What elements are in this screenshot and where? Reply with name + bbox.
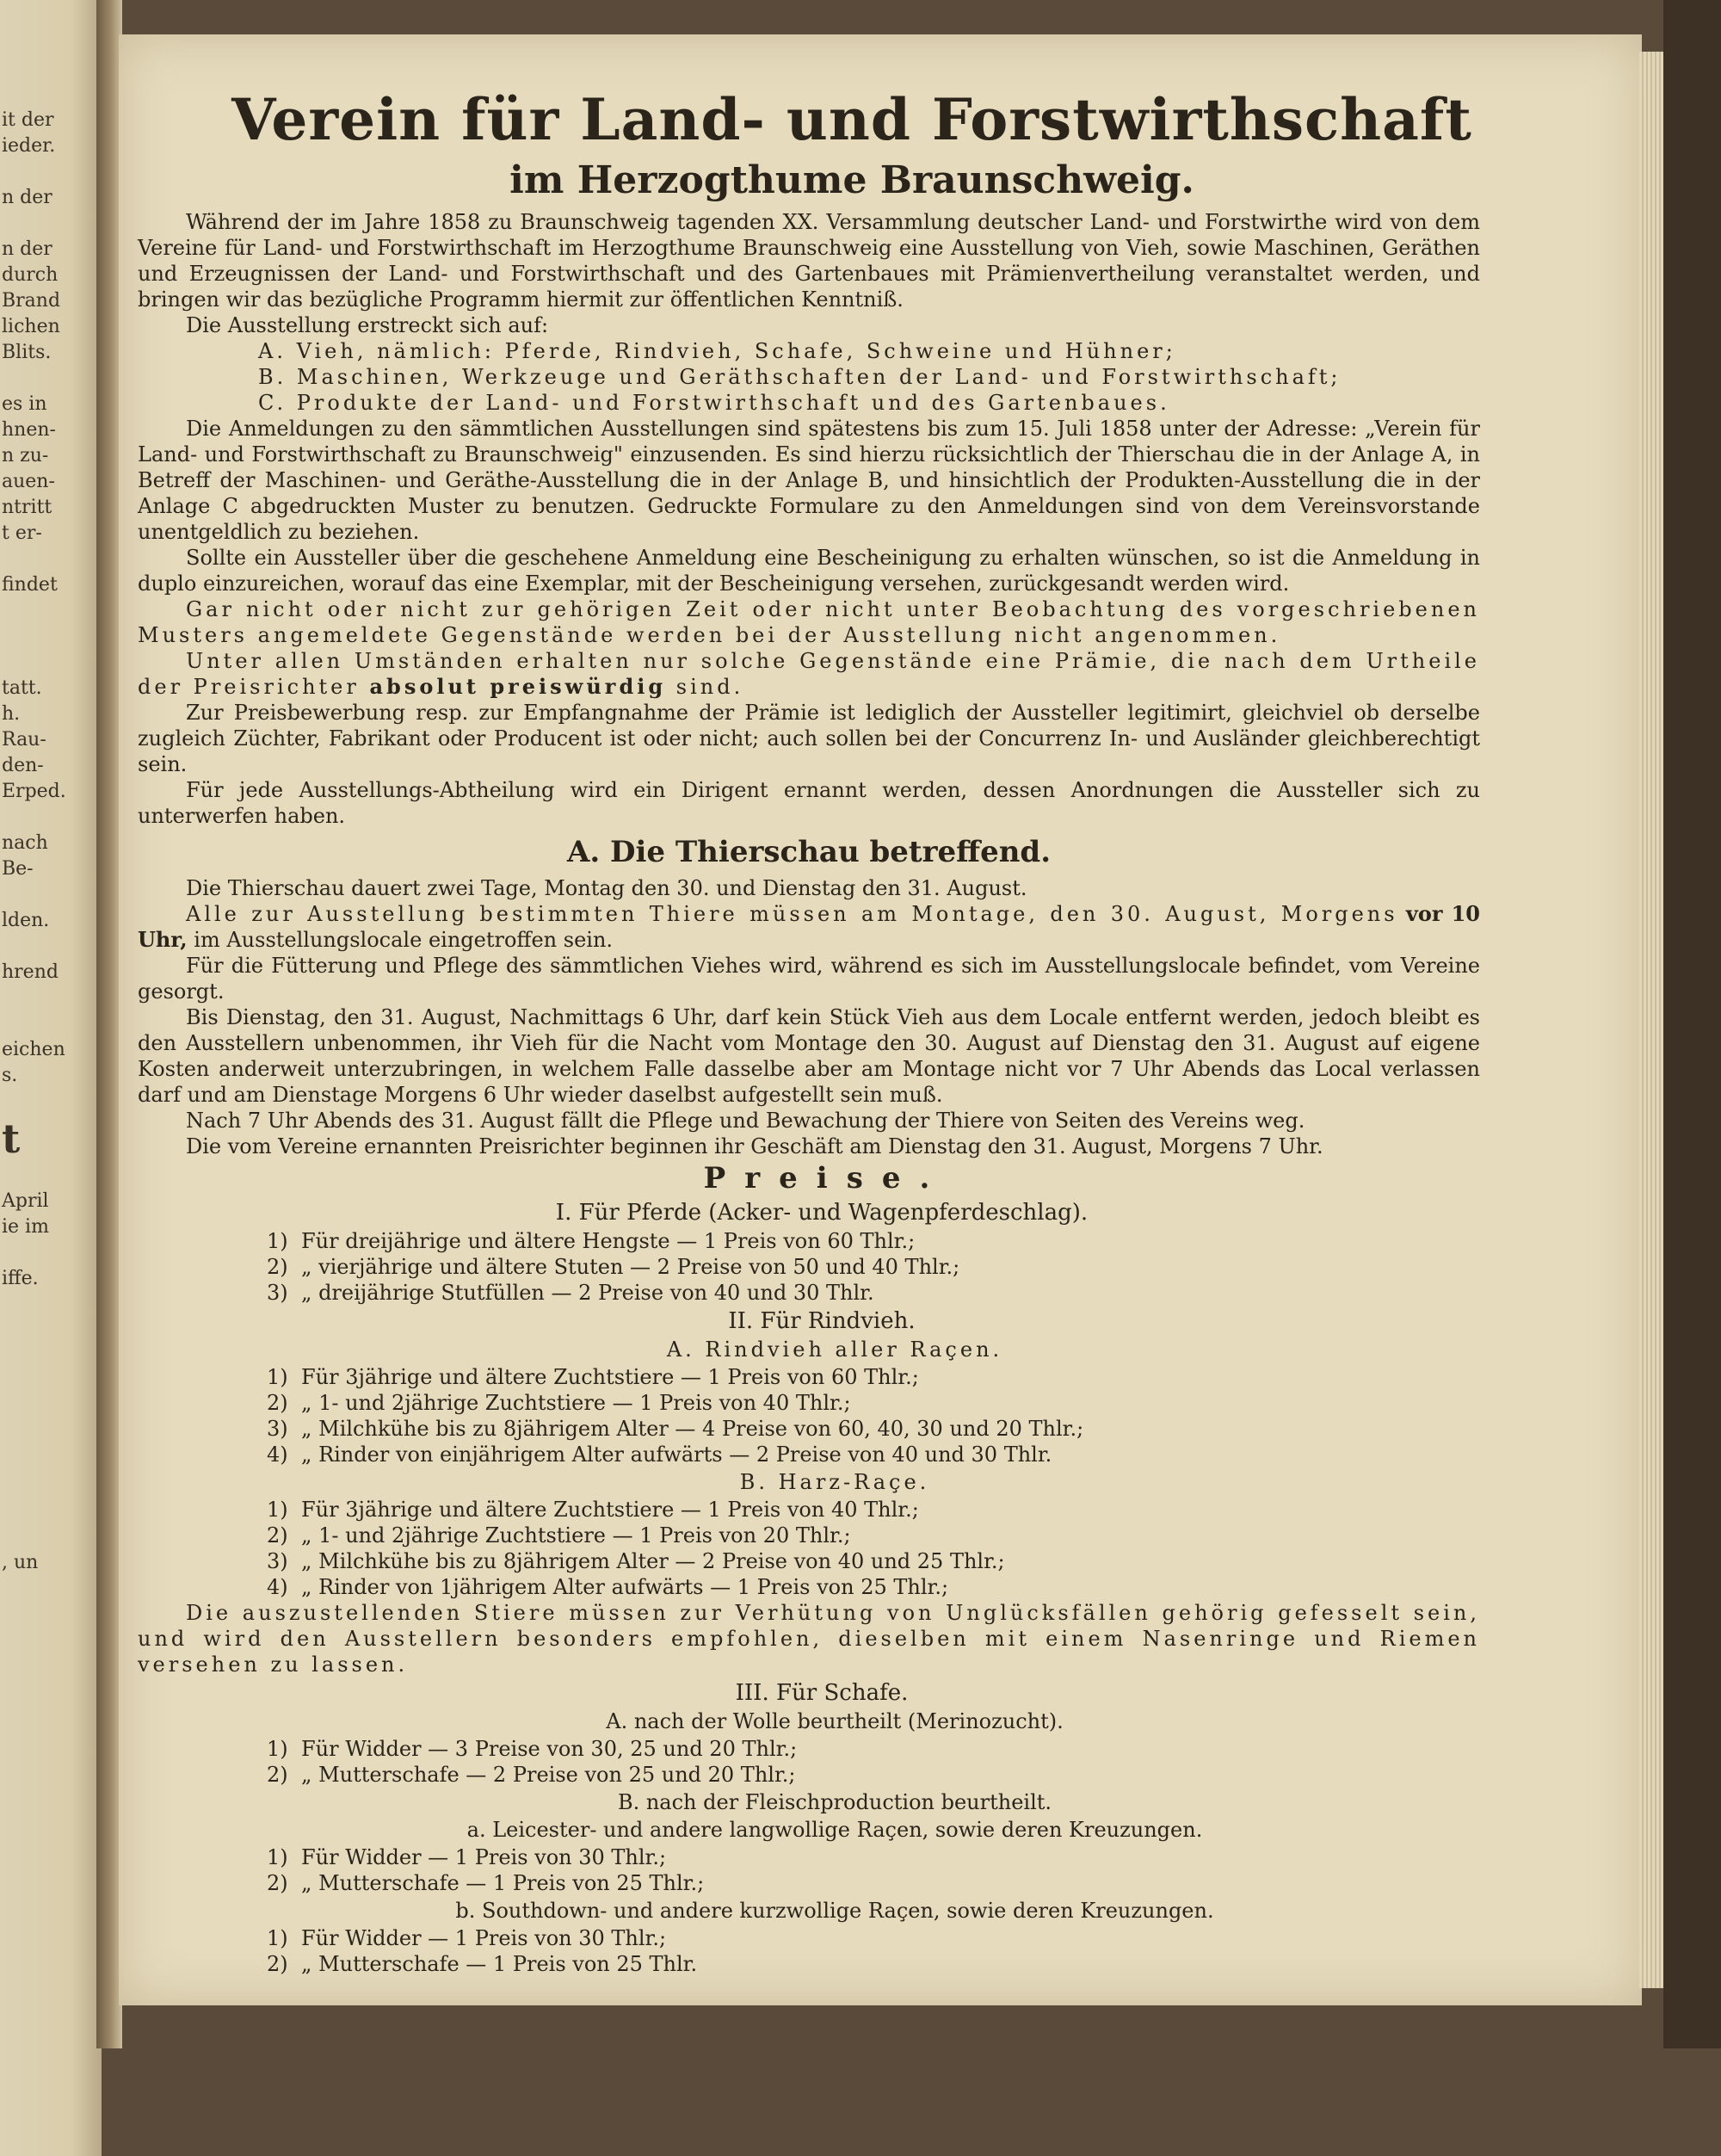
left-page-fragment-line [0, 1447, 102, 1473]
left-page-fragment-line: tatt. [2, 677, 42, 699]
left-page-fragment-line: lden. [2, 910, 50, 931]
scope-list [138, 338, 1480, 416]
prize-number: 1) [267, 1926, 288, 1950]
left-page-fragment-line: durch [2, 264, 59, 286]
prize-text: Für Widder — 1 Preis von 30 Thlr.; [301, 1845, 667, 1869]
prize-item [138, 1364, 1480, 1390]
left-page-fragment-line [0, 1524, 102, 1550]
left-page-fragment-line: auen- [2, 471, 55, 492]
prize-item [138, 1925, 1480, 1951]
left-page-fragment-line [0, 547, 102, 572]
arrival-emphasis: vor 10 Uhr, [138, 901, 1480, 952]
judges-emphasis: absolut preiswürdig [369, 674, 667, 699]
cattle-b-list [138, 1497, 1480, 1600]
left-page-fragment-line [0, 1163, 102, 1189]
left-page-fragment-line [0, 1292, 102, 1318]
evening-paragraph: Nach 7 Uhr Abends des 31. August fällt die Pflege und Bewachung der Thiere von Seiten des Vereins weg. [186, 1109, 1305, 1133]
section-a-heading: A. Die Thierschau betreffend. [566, 835, 1052, 869]
sheep-bb-list [138, 1925, 1480, 1977]
prize-item [138, 1390, 1480, 1416]
prize-number: 2) [267, 1871, 288, 1895]
prize-number: 2) [267, 1391, 288, 1415]
prize-text: „ Mutterschafe — 1 Preis von 25 Thlr.; [301, 1871, 705, 1895]
prize-item [138, 1228, 1480, 1254]
left-page-fragment-line [0, 366, 102, 392]
prize-item [138, 1497, 1480, 1523]
left-page-fragment-line: hnen- [2, 419, 56, 441]
certificate-paragraph: Sollte ein Aussteller über die geschehene Anmeldung eine Bescheinigung zu erhalten wünschen, so ist die Anmeldung in duplo einzureichen, worauf das eine Exemplar, mit der Bescheinigung versehen, zurückgesandt werden wird. [138, 546, 1480, 596]
left-page-fragment-line [0, 1369, 102, 1395]
prize-number: 3) [267, 1549, 288, 1573]
left-page-fragment-line: Rau- [2, 729, 46, 751]
prize-item [138, 1523, 1480, 1548]
prize-item [138, 1951, 1480, 1977]
prize-text: Für Widder — 3 Preise von 30, 25 und 20 Thlr.; [301, 1737, 798, 1761]
prize-number: 1) [267, 1498, 288, 1522]
book-cover [1663, 0, 1721, 2048]
left-page-fragment-line: Blits. [2, 342, 52, 363]
horses-heading: I. Für Pferde (Acker- und Wagenpferdeschlag). [555, 1200, 1089, 1226]
left-page-fragment-line [0, 1395, 102, 1421]
prize-number: 2) [267, 1523, 288, 1548]
sheep-b-heading: B. nach der Fleischproduction beurtheilt. [617, 1790, 1052, 1814]
left-page-fragment-line: lichen [2, 316, 60, 337]
left-page-fragment-line: Be- [2, 858, 34, 880]
left-page-fragment-line [0, 1089, 102, 1115]
bulls-note: Die auszustellenden Stiere müssen zur Verhütung von Unglücksfällen gehörig gefesselt sein, und wird den Ausstellern besonders empfohlen, dieselben mit einem Nasenringe und Riemen versehen zu lassen. [138, 1601, 1480, 1677]
left-page-fragment-line: n der [2, 187, 52, 208]
registration-paragraph: Die Anmeldungen zu den sämmtlichen Ausstellungen sind spätestens bis zum 15. Juli 1858 unter der Adresse: „Verein für Land- und Forstwirthschaft zu Braunschweig" einzusenden. Es sind hierzu rücksichtlich der Thierschau die in der Anlage A, in Betreff der Maschinen- und Geräthe-Ausstellung die in der Anlage B, und hinsichtlich der Produkten-Ausstellung die in der Anlage C abgedruckten Muster zu benutzen. Gedruckte Formulare zu den Anmeldungen sind von dem Vereinsvorstande unentgeldlich zu beziehen. [138, 417, 1480, 544]
left-page-fragment [0, 0, 102, 2156]
prize-item [138, 1416, 1480, 1442]
left-page-fragment-line: Brand [2, 290, 61, 312]
judges-end: sind. [675, 675, 744, 699]
left-page-fragment-line [0, 805, 102, 831]
cattle-heading: II. Für Rindvieh. [728, 1308, 916, 1334]
prize-item [138, 1548, 1480, 1574]
prize-text: Für 3jährige und ältere Zuchtstiere — 1 Preis von 60 Thlr.; [301, 1365, 919, 1389]
left-page-fragment-line [0, 211, 102, 237]
prize-text: „ Rinder von 1jährigem Alter aufwärts — 1 Preis von 25 Thlr.; [301, 1575, 949, 1599]
left-page-fragment-line [0, 1318, 102, 1344]
prize-number: 2) [267, 1255, 288, 1279]
left-page-fragment-line: es in [2, 393, 47, 415]
left-page-fragment-line: n der [2, 238, 52, 260]
left-page-fragment-line [0, 159, 102, 185]
left-page-fragment-line [0, 650, 102, 676]
left-page-fragment-line: eichen [2, 1039, 65, 1060]
prize-number: 2) [267, 1763, 288, 1787]
sheep-ba-list [138, 1844, 1480, 1896]
eligibility-paragraph: Zur Preisbewerbung resp. zur Empfangnahme der Prämie ist lediglich der Aussteller legitimirt, gleichviel ob derselbe zugleich Züchter, Fabrikant oder Producent ist oder nicht; auch sollen bei der Concurrenz In- und Ausländer gleichberechtigt sein. [138, 701, 1480, 776]
intro-paragraph: Während der im Jahre 1858 zu Braunschweig tagenden XX. Versammlung deutscher Land- und Forstwirthe wird von dem Vereine für Land- und Forstwirthschaft im Herzogthume Braunschweig eine Ausstellung von Vieh, sowie Maschinen, Geräthen und Erzeugnissen der Land- und Forstwirthschaft und des Gartenbaues mit Prämienvertheilung veranstaltet werden, und bringen wir das bezügliche Programm hiermit zur öffentlichen Kenntniß. [138, 210, 1480, 312]
left-page-fragment-line: den- [2, 755, 44, 776]
sheep-a-list [138, 1736, 1480, 1788]
left-page-fragment-line: Erped. [2, 781, 66, 802]
prize-item [138, 1254, 1480, 1280]
left-page-fragment-line: n zu- [2, 445, 49, 466]
scope-item: B. Maschinen, Werkzeuge und Geräthschaften der Land- und Forstwirthschaft; [258, 365, 1342, 389]
prize-item [138, 1870, 1480, 1896]
prize-text: „ 1- und 2jährige Zuchtstiere — 1 Preis von 40 Thlr.; [301, 1391, 851, 1415]
left-page-fragment-line [0, 1421, 102, 1447]
prize-number: 1) [267, 1365, 288, 1389]
prize-number: 1) [267, 1737, 288, 1761]
sheep-ba-heading: a. Leicester- und andere langwollige Raçen, sowie deren Kreuzungen. [466, 1818, 1203, 1842]
prize-number: 1) [267, 1845, 288, 1869]
prize-number: 3) [267, 1281, 288, 1305]
prize-item [138, 1736, 1480, 1762]
removal-paragraph: Bis Dienstag, den 31. August, Nachmittags 6 Uhr, darf kein Stück Vieh aus dem Locale entfernt werden, jedoch bleibt es den Ausstellern unbenommen, ihr Vieh für die Nacht vom Montage den 30. August auf Dienstag den 31. August auf eigene Kosten anderweit unterzubringen, in welchem Falle dasselbe aber am Montage nicht vor 7 Uhr Abends das Local verlassen darf und am Dienstage Morgens 6 Uhr wieder daselbst aufgestellt sein muß. [138, 1005, 1480, 1107]
judges-paragraph [138, 648, 1480, 700]
scope-item: C. Produkte der Land- und Forstwirthschaft und des Gartenbaues. [258, 391, 1170, 415]
cattle-a-list [138, 1364, 1480, 1467]
left-page-fragment-line: , un [2, 1552, 39, 1573]
left-page-fragment-line: iffe. [2, 1268, 39, 1289]
prize-text: „ Mutterschafe — 1 Preis von 25 Thlr. [301, 1952, 698, 1976]
sheep-a-heading: A. nach der Wolle beurtheilt (Merinozucht). [606, 1709, 1064, 1733]
document-subtitle: im Herzogthume Braunschweig. [509, 158, 1194, 202]
sheep-heading: III. Für Schafe. [735, 1680, 909, 1706]
prize-number: 4) [267, 1575, 288, 1599]
left-page-fragment-line [0, 1344, 102, 1369]
prize-text: „ Mutterschafe — 2 Preise von 25 und 20 Thlr.; [301, 1763, 796, 1787]
prizes-heading: Preise. [703, 1161, 949, 1195]
left-page-fragment-line: ie im [2, 1216, 49, 1238]
prize-item [138, 1574, 1480, 1600]
left-page-fragment-line: ieder. [2, 135, 56, 157]
left-page-fragment-line [0, 1473, 102, 1498]
prize-number: 2) [267, 1952, 288, 1976]
left-page-fragment-line: April [2, 1190, 49, 1212]
prize-text: „ Milchkühe bis zu 8jährigem Alter — 2 Preise von 40 und 25 Thlr.; [301, 1549, 1005, 1573]
late-paragraph: Gar nicht oder nicht zur gehörigen Zeit oder nicht unter Beobachtung des vorgeschriebenen Musters angemeldete Gegenstände werden bei der Ausstellung nicht angenommen. [138, 597, 1480, 647]
left-page-fragment-line [0, 1240, 102, 1266]
left-page-fragment-line: it der [2, 109, 54, 131]
left-page-fragment-line: hrend [2, 961, 59, 983]
horses-list [138, 1228, 1480, 1306]
left-page-fragment-line [0, 882, 102, 908]
document-body [138, 86, 1480, 1977]
director-paragraph: Für jede Ausstellungs-Abtheilung wird ein Dirigent ernannt werden, dessen Anordnungen die Aussteller sich zu unterwerfen haben. [138, 778, 1480, 828]
left-page-fragment-line [0, 934, 102, 960]
left-page-fragment-line: t er- [2, 522, 42, 544]
prize-item [138, 1280, 1480, 1306]
left-page-fragment-line [0, 1011, 102, 1037]
prize-text: Für Widder — 1 Preis von 30 Thlr.; [301, 1926, 667, 1950]
arrival-end: im Ausstellungslocale eingetroffen sein. [194, 928, 614, 952]
prize-item [138, 1442, 1480, 1467]
prize-text: „ Rinder von einjährigem Alter aufwärts — 2 Preise von 40 und 30 Thlr. [301, 1442, 1052, 1467]
left-page-fragment-line: nach [2, 832, 48, 854]
page-edges [1639, 52, 1663, 1988]
sheep-bb-heading: b. Southdown- und andere kurzwollige Raçen, sowie deren Kreuzungen. [455, 1899, 1214, 1923]
left-page-fragment-line [0, 624, 102, 650]
prize-item [138, 1844, 1480, 1870]
document-title: Verein für Land- und Forstwirthschaft [231, 86, 1472, 153]
left-page-fragment-line: s. [2, 1065, 18, 1086]
left-page-fragment-line: h. [2, 703, 21, 725]
prize-number: 3) [267, 1417, 288, 1441]
prize-text: „ 1- und 2jährige Zuchtstiere — 1 Preis von 20 Thlr.; [301, 1523, 851, 1548]
cattle-b-heading: B. Harz-Raçe. [739, 1470, 930, 1494]
left-page-fragment-line: findet [2, 574, 58, 596]
prize-number: 1) [267, 1229, 288, 1253]
left-page-fragment-line [0, 985, 102, 1011]
judges-text: Unter allen Umständen erhalten nur solche Gegenstände eine Prämie, die nach dem Urtheile der Preisrichter [138, 649, 1480, 699]
prize-text: Für 3jährige und ältere Zuchtstiere — 1 Preis von 40 Thlr.; [301, 1498, 919, 1522]
prize-item [138, 1762, 1480, 1788]
prize-number: 4) [267, 1442, 288, 1467]
scope-item: A. Vieh, nämlich: Pferde, Rindvieh, Schafe, Schweine und Hühner; [258, 339, 1176, 363]
prize-text: Für dreijährige und ältere Hengste — 1 Preis von 60 Thlr.; [301, 1229, 916, 1253]
prize-text: „ vierjährige und ältere Stuten — 2 Preise von 50 und 40 Thlr.; [301, 1255, 960, 1279]
arrival-paragraph [138, 901, 1480, 953]
left-page-fragment-line: t [2, 1115, 21, 1162]
left-page-fragment-line [0, 1498, 102, 1524]
feeding-paragraph: Für die Fütterung und Pflege des sämmtlichen Viehes wird, während es sich im Ausstellungslocale befindet, vom Vereine gesorgt. [138, 954, 1480, 1004]
judges-begin-paragraph: Die vom Vereine ernannten Preisrichter beginnen ihr Geschäft am Dienstag den 31. August, Morgens 7 Uhr. [186, 1134, 1323, 1158]
prize-text: „ Milchkühe bis zu 8jährigem Alter — 4 Preise von 60, 40, 30 und 20 Thlr.; [301, 1417, 1084, 1441]
scope-intro: Die Ausstellung erstreckt sich auf: [186, 313, 549, 337]
cattle-a-heading: A. Rindvieh aller Raçen. [666, 1337, 1003, 1362]
left-page-fragment-line: ntritt [2, 497, 52, 518]
left-page-fragment-line [0, 598, 102, 624]
duration-paragraph: Die Thierschau dauert zwei Tage, Montag den 30. und Dienstag den 31. August. [186, 876, 1027, 900]
prize-text: „ dreijährige Stutfüllen — 2 Preise von 40 und 30 Thlr. [301, 1281, 874, 1305]
arrival-text: Alle zur Ausstellung bestimmten Thiere müssen am Montage, den 30. August, Morgens [186, 902, 1398, 926]
